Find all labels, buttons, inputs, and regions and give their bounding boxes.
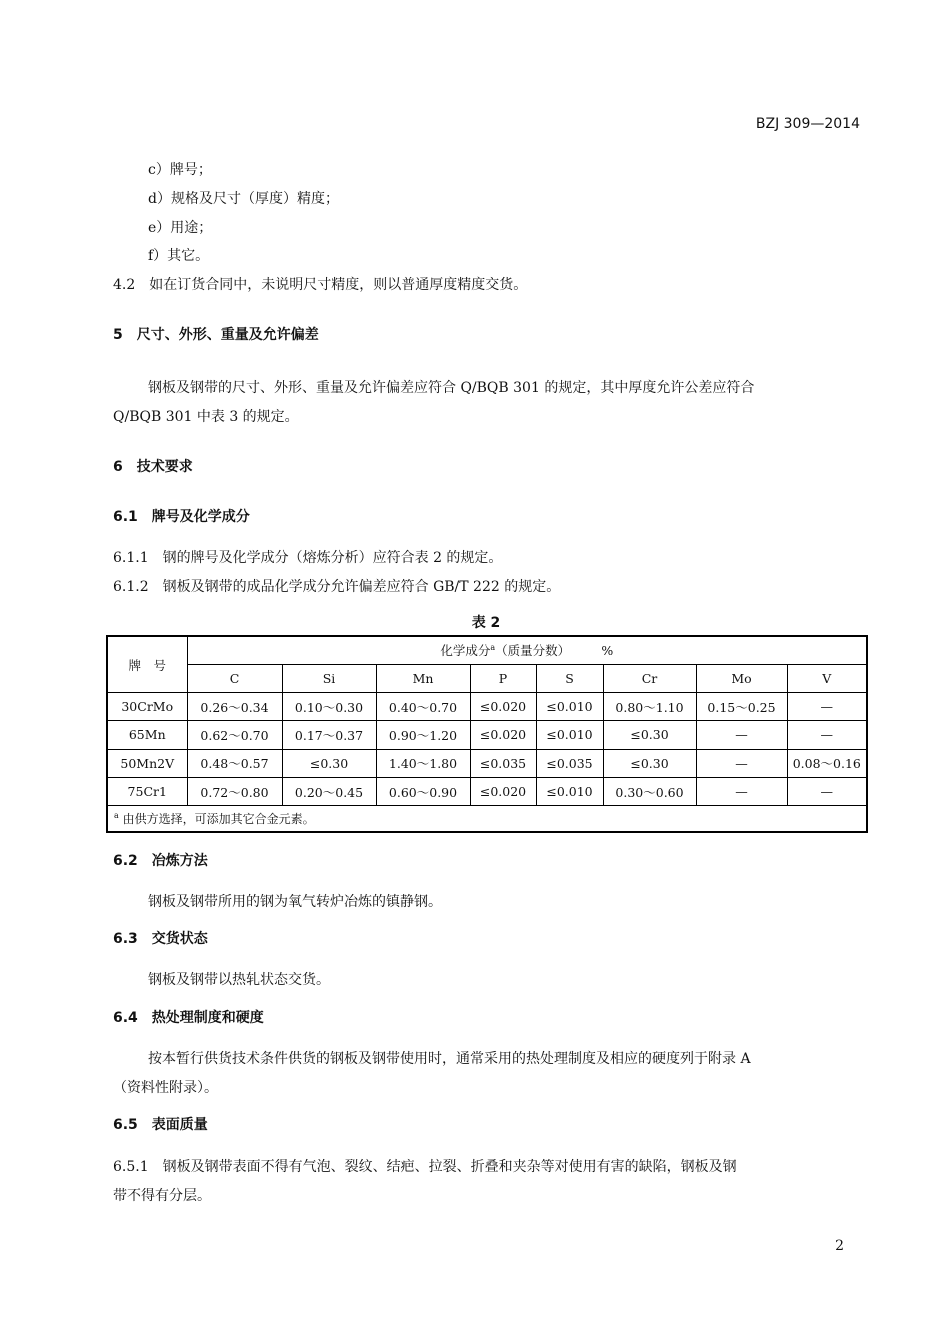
table-cell: 0.60～0.90 (376, 777, 470, 805)
clause-6-5-1-line2: 带不得有分层。 (113, 1188, 211, 1204)
column-header: Mn (376, 664, 470, 692)
section-6-3-heading: 6.3 交货状态 (113, 931, 208, 947)
table-cell: — (696, 777, 787, 805)
section-6-5-heading: 6.5 表面质量 (113, 1117, 208, 1133)
column-header: C (187, 664, 282, 692)
grade-cell: 75Cr1 (107, 777, 187, 805)
column-header: Si (282, 664, 376, 692)
section-6-heading: 6 技术要求 (113, 459, 193, 475)
table-cell: 0.40～0.70 (376, 693, 470, 721)
list-item-c: c）牌号； (148, 162, 212, 178)
table-cell: — (787, 777, 867, 805)
column-header: Mo (696, 664, 787, 692)
table-row (107, 777, 867, 805)
table-cell: 0.48～0.57 (187, 749, 282, 777)
table-cell: 0.20～0.45 (282, 777, 376, 805)
table-cell: ≤0.30 (603, 749, 696, 777)
clause-6-1-1: 6.1.1 钢的牌号及化学成分（熔炼分析）应符合表 2 的规定。 (113, 550, 503, 566)
clause-6-1-2: 6.1.2 钢板及钢带的成品化学成分允许偏差应符合 GB/T 222 的规定。 (113, 579, 561, 595)
page-number: 2 (835, 1238, 844, 1254)
table-row (107, 721, 867, 749)
table-cell: ≤0.010 (536, 721, 603, 749)
composition-group-header: 化学成分$^a$（质量分数） % (187, 636, 867, 664)
section-5-heading: 5 尺寸、外形、重量及允许偏差 (113, 327, 319, 343)
table-cell: 0.17～0.37 (282, 721, 376, 749)
table-cell: 0.72～0.80 (187, 777, 282, 805)
table-cell: 0.80～1.10 (603, 693, 696, 721)
table-row (107, 693, 867, 721)
table-cell: — (787, 721, 867, 749)
section-6-2-body: 钢板及钢带所用的钢为氧气转炉冶炼的镇静钢。 (148, 894, 442, 910)
clause-4-2: 4.2 如在订货合同中，未说明尺寸精度，则以普通厚度精度交货。 (113, 277, 528, 293)
clause-6-5-1-line1: 6.5.1 钢板及钢带表面不得有气泡、裂纹、结疤、拉裂、折叠和夹杂等对使用有害的缺陷，钢板及钢 (113, 1159, 737, 1175)
table-cell: 0.15～0.25 (696, 693, 787, 721)
table-cell: ≤0.010 (536, 777, 603, 805)
table-cell: 0.30～0.60 (603, 777, 696, 805)
table-cell: ≤0.010 (536, 693, 603, 721)
table-cell: ≤0.30 (282, 749, 376, 777)
table-caption: 表 2 (471, 615, 501, 631)
table-cell: 0.62～0.70 (187, 721, 282, 749)
column-header: V (787, 664, 867, 692)
table-cell: 1.40～1.80 (376, 749, 470, 777)
grade-cell: 30CrMo (107, 693, 187, 721)
section-6-4-heading: 6.4 热处理制度和硬度 (113, 1010, 264, 1026)
table-cell: — (696, 721, 787, 749)
list-item-e: e）用途； (148, 220, 213, 236)
chemical-composition-table (106, 635, 868, 833)
table-cell: ≤0.020 (470, 693, 536, 721)
grade-cell: 65Mn (107, 721, 187, 749)
table-cell: — (696, 749, 787, 777)
table-cell: ≤0.035 (536, 749, 603, 777)
table-cell: ≤0.020 (470, 777, 536, 805)
document-id: BZJ 309—2014 (755, 116, 860, 132)
column-header: S (536, 664, 603, 692)
grade-cell: 50Mn2V (107, 749, 187, 777)
table-cell: 0.90～1.20 (376, 721, 470, 749)
column-header: P (470, 664, 536, 692)
table-cell: — (787, 693, 867, 721)
section-5-body-line1: 钢板及钢带的尺寸、外形、重量及允许偏差应符合 Q/BQB 301 的规定，其中厚度允许公差应符合 (148, 380, 755, 396)
table-cell: 0.26～0.34 (187, 693, 282, 721)
list-item-f: f）其它。 (148, 248, 210, 264)
table-cell: 0.10～0.30 (282, 693, 376, 721)
table-cell: ≤0.035 (470, 749, 536, 777)
table-row (107, 749, 867, 777)
section-6-4-body-line1: 按本暂行供货技术条件供货的钢板及钢带使用时，通常采用的热处理制度及相应的硬度列于附录 A (148, 1051, 751, 1067)
table-footnote: $^a$ 由供方选择，可添加其它合金元素。 (107, 806, 867, 832)
section-6-1-heading: 6.1 牌号及化学成分 (113, 509, 250, 525)
table-cell: ≤0.020 (470, 721, 536, 749)
section-6-4-body-line2: （资料性附录）。 (113, 1080, 218, 1096)
section-6-3-body: 钢板及钢带以热轧状态交货。 (148, 972, 330, 988)
list-item-d: d）规格及尺寸（厚度）精度； (148, 191, 339, 207)
grade-header: 牌 号 (107, 636, 187, 693)
table-cell: ≤0.30 (603, 721, 696, 749)
section-5-body-line2: Q/BQB 301 中表 3 的规定。 (113, 409, 299, 425)
section-6-2-heading: 6.2 冶炼方法 (113, 853, 208, 869)
column-header: Cr (603, 664, 696, 692)
table-cell: 0.08～0.16 (787, 749, 867, 777)
